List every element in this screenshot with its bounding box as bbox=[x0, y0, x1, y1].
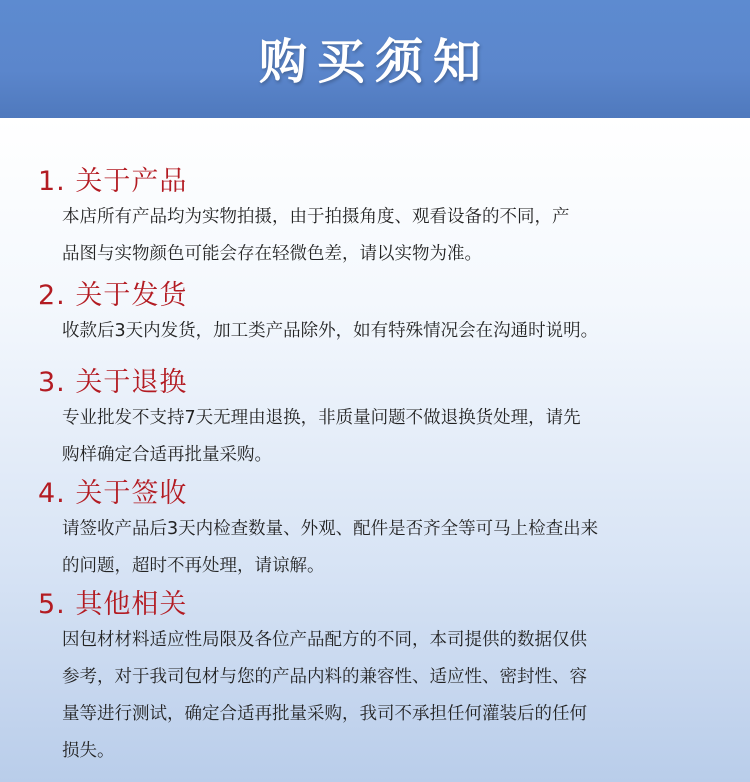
section-body bbox=[62, 199, 722, 273]
section-text-line: 参考，对于我司包材与您的产品内料的兼容性、适应性、密封性、容 bbox=[62, 667, 587, 687]
section-text-line: 因包材材料适应性局限及各位产品配方的不同，本司提供的数据仅供 bbox=[62, 630, 587, 650]
section-body bbox=[62, 511, 722, 585]
section-text-line: 本店所有产品均为实物拍摄，由于拍摄角度、观看设备的不同，产 bbox=[62, 207, 570, 227]
section-about-receipt bbox=[38, 477, 728, 585]
section-other bbox=[38, 588, 728, 770]
section-text-line: 品图与实物颜色可能会存在轻微色差，请以实物为准。 bbox=[62, 244, 482, 264]
section-text-line: 损失。 bbox=[62, 741, 115, 761]
section-text-line: 专业批发不支持7天无理由退换，非质量问题不做退换货处理，请先 bbox=[62, 408, 581, 428]
section-title: 4. 关于签收 bbox=[38, 478, 188, 509]
section-text-line: 收款后3天内发货，加工类产品除外，如有特殊情况会在沟通时说明。 bbox=[62, 321, 599, 341]
section-text-line: 量等进行测试，确定合适再批量采购，我司不承担任何灌装后的任何 bbox=[62, 704, 587, 724]
section-title: 5. 其他相关 bbox=[38, 589, 188, 620]
section-text-line: 请签收产品后3天内检查数量、外观、配件是否齐全等可马上检查出来 bbox=[62, 519, 599, 539]
section-text-line: 购样确定合适再批量采购。 bbox=[62, 445, 272, 465]
section-body bbox=[62, 622, 722, 770]
section-title: 1. 关于产品 bbox=[38, 166, 188, 197]
section-about-returns bbox=[38, 366, 728, 474]
section-body bbox=[62, 400, 722, 474]
section-body bbox=[62, 313, 722, 350]
section-text-line: 的问题，超时不再处理，请谅解。 bbox=[62, 556, 325, 576]
section-title: 2. 关于发货 bbox=[38, 280, 188, 311]
header-banner bbox=[0, 0, 750, 118]
section-about-shipping bbox=[38, 279, 728, 350]
section-title: 3. 关于退换 bbox=[38, 367, 188, 398]
page-title: 购买须知 bbox=[258, 33, 491, 90]
section-about-products bbox=[38, 165, 728, 273]
